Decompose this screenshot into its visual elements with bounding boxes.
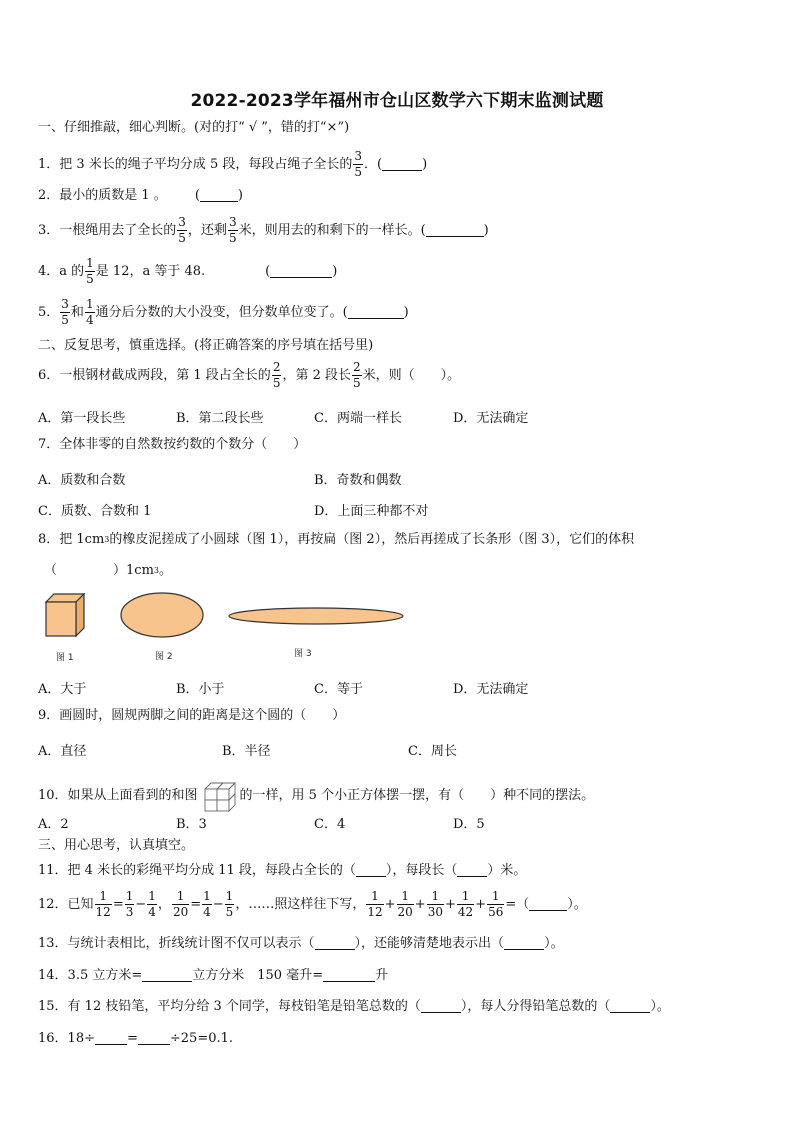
question-7: 7．全体非零的自然数按约数的个数分（ ） bbox=[38, 437, 307, 452]
question-11: 11．把 4 米长的彩绳平均分成 11 段，每段占全长的（ ），每段长（ ）米。 bbox=[38, 863, 527, 878]
answer-blank-q5[interactable] bbox=[348, 306, 404, 319]
q1-text: 1．把 3 米长的绳子平均分成 5 段，每段占绳子全长的 bbox=[38, 156, 353, 172]
q10-option-b[interactable]: B．3 bbox=[176, 817, 207, 832]
q2-text: 2．最小的质数是 1 。 bbox=[38, 188, 167, 203]
q9-option-c[interactable]: C．周长 bbox=[408, 744, 457, 759]
q10-option-c[interactable]: C．4 bbox=[314, 817, 346, 832]
answer-blank-q14-2[interactable] bbox=[323, 969, 375, 982]
answer-blank-q15-2[interactable] bbox=[610, 1000, 650, 1013]
q3-fraction-1: $\frac{3}{5}$ bbox=[178, 215, 186, 245]
q5-fraction-2: $\frac{1}{4}$ bbox=[85, 297, 94, 327]
answer-blank-q1[interactable] bbox=[382, 158, 422, 171]
question-13: 13．与统计表相比，折线统计图不仅可以表示（ ），还能够清楚地表示出（ ）。 bbox=[38, 936, 564, 951]
question-3: 3．一根绳用去了全长的 $\frac{3}{5}$ ，还剩 $\frac{3}{5}$ 米，则用去的和剩下的一样长。( ) bbox=[38, 215, 489, 245]
answer-blank-q11-2[interactable] bbox=[457, 864, 487, 877]
q6-fraction-2: $\frac{2}{5}$ bbox=[353, 360, 361, 390]
question-4: 4．a 的 $\frac{1}{5}$ 是 12，a 等于 48. ( ) bbox=[38, 256, 338, 286]
question-2: 2．最小的质数是 1 。 ( ) bbox=[38, 188, 243, 203]
q6-option-c[interactable]: C．两端一样长 bbox=[314, 411, 402, 426]
question-5: 5． $\frac{3}{5}$ 和 $\frac{1}{4}$ 通分后分数的大小没变，但分数单位变了。( ) bbox=[38, 297, 409, 327]
answer-blank-q3[interactable] bbox=[426, 224, 484, 237]
answer-blank-q16-1[interactable] bbox=[95, 1032, 127, 1045]
long-strip-figure bbox=[229, 608, 403, 624]
question-10: 10．如果从上面看到的和图 的一样，用 5 个小正方体摆一摆，有（ ）种不同的摆法。 bbox=[38, 777, 594, 813]
q8-figures bbox=[38, 586, 418, 648]
q7-option-c[interactable]: C．质数、合数和 1 bbox=[38, 504, 152, 519]
q7-option-b[interactable]: B．奇数和偶数 bbox=[314, 473, 402, 488]
answer-blank-q15-1[interactable] bbox=[421, 1000, 461, 1013]
section3-heading: 三、用心思考，认真填空。 bbox=[38, 838, 195, 853]
question-8: 8．把 1cm 3 的橡皮泥搓成了小圆球（图 1），再按扁（图 2），然后再搓成了长条形（图 3），它们的体积 bbox=[38, 532, 635, 547]
section1-heading: 一、仔细推敲，细心判断。(对的打“ √ ”，错的打“×”) bbox=[38, 120, 350, 135]
q6-option-b[interactable]: B．第二段长些 bbox=[176, 411, 264, 426]
q8-option-b[interactable]: B．小于 bbox=[176, 682, 225, 697]
answer-blank-q13-1[interactable] bbox=[315, 937, 355, 950]
answer-blank-q12[interactable] bbox=[529, 898, 567, 911]
answer-blank-q2[interactable] bbox=[200, 189, 238, 202]
q4-fraction: $\frac{1}{5}$ bbox=[86, 256, 94, 286]
question-12: 12．已知 $\frac{1}{12}$ = $\frac{1}{3}$ − $\frac{1}{4}$ ， $\frac{1}{20}$ = $\frac{1}{4}$ − $\frac{1}{5}$ ，……照这样往下写， $\frac{1}{12}$ + $\frac{1}{20}$ + $\frac{1}{30}$ + $\frac{1}{42}$ + $\frac{1}{56}$ =（ ）。 bbox=[38, 889, 587, 919]
q9-option-b[interactable]: B．半径 bbox=[222, 744, 271, 759]
question-9: 9．画圆时，圆规两脚之间的距离是这个圆的（ ） bbox=[38, 708, 346, 723]
answer-blank-q13-2[interactable] bbox=[504, 937, 544, 950]
q1-fraction: $\frac{3}{5}$ bbox=[354, 149, 362, 179]
caption-fig3: 图 3 bbox=[294, 649, 312, 659]
caption-fig2: 图 2 bbox=[155, 652, 173, 662]
answer-blank-q14-1[interactable] bbox=[142, 969, 192, 982]
answer-blank-q4[interactable] bbox=[270, 265, 332, 278]
q6-option-d[interactable]: D．无法确定 bbox=[453, 411, 529, 426]
q6-option-a[interactable]: A．第一段长些 bbox=[38, 411, 126, 426]
q8-option-a[interactable]: A．大于 bbox=[38, 682, 87, 697]
cube-view-figure bbox=[200, 777, 238, 813]
q3-fraction-2: $\frac{3}{5}$ bbox=[228, 215, 237, 245]
q10-option-a[interactable]: A．2 bbox=[38, 817, 69, 832]
question-15: 15．有 12 枝铅笔，平均分给 3 个同学，每枝铅笔是铅笔总数的（ ），每人分得铅笔总数的（ ）。 bbox=[38, 999, 670, 1014]
flattened-ball-figure bbox=[121, 593, 203, 637]
answer-blank-q16-2[interactable] bbox=[138, 1032, 170, 1045]
q8-option-d[interactable]: D．无法确定 bbox=[453, 682, 529, 697]
section2-heading: 二、反复思考，慎重选择。(将正确答案的序号填在括号里) bbox=[38, 338, 374, 353]
q5-fraction-1: $\frac{3}{5}$ bbox=[61, 297, 69, 327]
answer-blank-q11-1[interactable] bbox=[356, 864, 386, 877]
cube-figure bbox=[46, 594, 84, 636]
q10-option-d[interactable]: D．5 bbox=[453, 817, 485, 832]
question-16: 16．18÷ = ÷25=0.1. bbox=[38, 1031, 234, 1046]
q6-fraction-1: $\frac{2}{5}$ bbox=[272, 360, 281, 390]
question-1: 1．把 3 米长的绳子平均分成 5 段，每段占绳子全长的 $\frac{3}{5}$ ．( ) bbox=[38, 149, 428, 179]
question-14: 14．3.5 立方米= 立方分米 150 毫升= 升 bbox=[38, 968, 389, 983]
q7-option-d[interactable]: D．上面三种都不对 bbox=[314, 504, 429, 519]
question-8-line2: （ ）1cm 3 。 bbox=[44, 563, 173, 578]
document-title: 2022-2023学年福州市仓山区数学六下期末监测试题 bbox=[190, 91, 604, 111]
q7-option-a[interactable]: A．质数和合数 bbox=[38, 473, 126, 488]
q8-option-c[interactable]: C．等于 bbox=[314, 682, 363, 697]
caption-fig1: 图 1 bbox=[56, 653, 74, 663]
question-6: 6．一根钢材截成两段，第 1 段占全长的 $\frac{2}{5}$ ，第 2 段长 $\frac{2}{5}$ 米，则（ ）。 bbox=[38, 360, 461, 390]
q9-option-a[interactable]: A．直径 bbox=[38, 744, 87, 759]
